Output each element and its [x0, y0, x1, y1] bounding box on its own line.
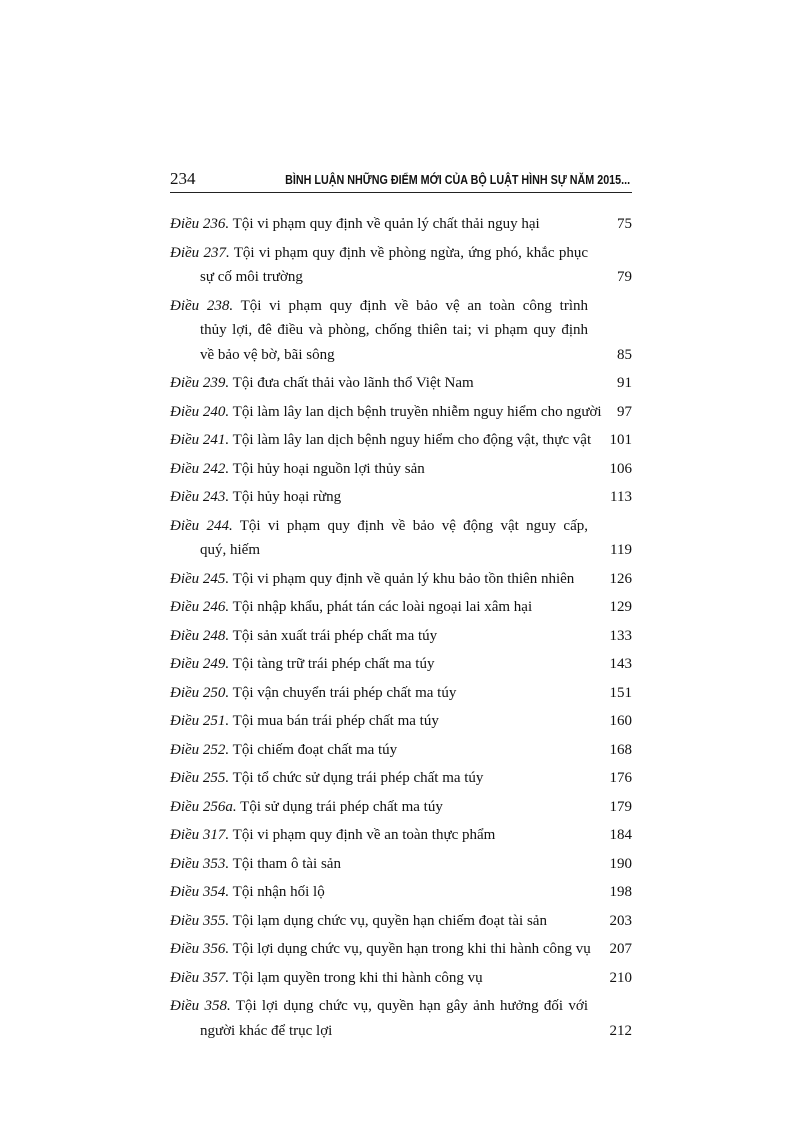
toc-page-number: 133: [609, 627, 632, 644]
toc-article-label: Điều 245.: [170, 570, 230, 587]
toc-entry-text: [170, 485, 588, 510]
toc-entry: [170, 514, 632, 563]
toc-entry: [170, 994, 632, 1043]
toc-entry: [170, 795, 632, 820]
toc-entry: [170, 766, 632, 791]
toc-entry: [170, 909, 632, 934]
toc-article-label: Điều 256a.: [170, 798, 237, 815]
toc-article-title: Tội mua bán trái phép chất ma túy: [229, 713, 439, 729]
toc-entry-text: [170, 852, 588, 877]
toc-article-label: Điều 243.: [170, 489, 230, 505]
toc-article-label: Điều 317.: [170, 827, 230, 843]
toc-entry-text: [170, 909, 588, 934]
toc-page-number: 176: [609, 770, 632, 786]
toc-entry-text: [170, 766, 588, 791]
page-number: 234: [170, 169, 196, 188]
toc-entry: [170, 294, 632, 368]
toc-entry: [170, 485, 632, 510]
toc-article-title: Tội hủy hoại nguồn lợi thủy sản: [229, 460, 425, 477]
toc-article-title: Tội lạm dụng chức vụ, quyền hạn chiếm đoạt tài sản: [229, 912, 547, 929]
toc-page-number: 190: [609, 855, 632, 872]
toc-entry-text: [170, 241, 588, 290]
toc-page-number: 160: [609, 713, 632, 729]
toc-page-number: 203: [609, 912, 632, 929]
toc-article-label: Điều 252.: [170, 741, 230, 758]
toc-article-label: Điều 353.: [170, 855, 230, 872]
toc-entry: [170, 457, 632, 482]
toc-entry-text: [170, 212, 588, 237]
toc-article-label: Điều 246.: [170, 599, 230, 615]
toc-article-title: Tội vi phạm quy định về quản lý chất thải nguy hại: [229, 216, 540, 232]
toc-article-label: Điều 242.: [170, 460, 230, 477]
toc-article-title: Tội chiếm đoạt chất ma túy: [229, 741, 398, 758]
toc-article-title-continued: quý, hiếm: [200, 542, 260, 558]
toc-entry-text: [170, 966, 588, 991]
toc-entry-text: [170, 514, 588, 563]
toc-article-title: Tội lợi dụng chức vụ, quyền hạn trong khi thi hành công vụ: [229, 941, 591, 957]
toc-article-title: Tội sản xuất trái phép chất ma túy: [229, 627, 438, 644]
toc-entry: [170, 624, 632, 649]
toc-article-title: Tội vi phạm quy định về an toàn thực phẩm: [229, 827, 496, 843]
toc-article-label: Điều 358.: [170, 998, 231, 1014]
toc-page-number: 106: [609, 460, 632, 477]
toc-entry-text: [170, 994, 588, 1043]
toc-entry: [170, 823, 632, 848]
toc-entry-text: [170, 709, 588, 734]
toc-article-title-continued: thủy lợi, đê điều và phòng, chống thiên tai; vi phạm quy định: [200, 322, 588, 338]
toc-page-number: 212: [609, 1022, 632, 1039]
toc-article-label: Điều 250.: [170, 684, 230, 701]
toc-page-number: 101: [609, 432, 632, 448]
toc-article-title: Tội làm lây lan dịch bệnh nguy hiểm cho động vật, thực vật: [229, 432, 592, 448]
toc-page-number: 210: [609, 969, 632, 986]
toc-article-label: Điều 249.: [170, 656, 230, 672]
toc-entry-text: [170, 681, 588, 706]
toc-page-number: 79: [617, 269, 632, 285]
toc-page-number: 129: [609, 599, 632, 615]
toc-entry-text: [170, 795, 588, 820]
toc-page-number: 179: [609, 798, 632, 815]
toc-article-title: Tội sử dụng trái phép chất ma túy: [236, 798, 443, 815]
toc-article-title: Tội làm lây lan dịch bệnh truyền nhiễm nguy hiểm cho người: [229, 403, 602, 420]
toc-entry-text: [170, 428, 591, 453]
toc-article-label: Điều 240.: [170, 403, 230, 420]
toc-article-label: Điều 241.: [170, 432, 230, 448]
toc-article-title: Tội nhận hối lộ: [229, 884, 325, 900]
toc-article-label: Điều 244.: [170, 517, 233, 534]
toc-page-number: 97: [617, 403, 632, 420]
toc-entry-text: [170, 294, 588, 368]
page-header: [170, 168, 632, 193]
toc-page-number: 85: [617, 346, 632, 363]
toc-page-number: 75: [617, 216, 632, 232]
toc-article-title: Tội vi phạm quy định về quản lý khu bảo tồn thiên nhiên: [229, 570, 575, 587]
running-title: BÌNH LUẬN NHỮNG ĐIỂM MỚI CỦA BỘ LUẬT HÌNH SỰ NĂM 2015...: [285, 173, 630, 187]
toc-page-number: 126: [609, 570, 632, 587]
toc-article-label: Điều 236.: [170, 216, 230, 232]
table-of-contents: [170, 212, 632, 1047]
toc-entry: [170, 371, 632, 396]
toc-entry-text: [170, 937, 591, 962]
toc-article-title: Tội nhập khẩu, phát tán các loài ngoại lai xâm hại: [229, 599, 533, 615]
toc-article-title: Tội vận chuyển trái phép chất ma túy: [229, 684, 457, 701]
toc-article-title: Tội tàng trữ trái phép chất ma túy: [229, 656, 435, 672]
toc-entry: [170, 966, 632, 991]
toc-entry: [170, 400, 632, 425]
toc-article-title-continued: sự cố môi trường: [200, 269, 303, 285]
toc-page-number: 113: [610, 489, 632, 505]
toc-article-title: Tội hủy hoại rừng: [229, 489, 342, 505]
toc-page-number: 151: [609, 684, 632, 701]
toc-article-label: Điều 239.: [170, 375, 230, 391]
toc-entry-text: [170, 400, 602, 425]
toc-entry-text: [170, 624, 588, 649]
toc-entry: [170, 428, 632, 453]
toc-article-title: Tội vi phạm quy định về bảo vệ động vật nguy cấp,: [232, 517, 588, 534]
toc-entry: [170, 681, 632, 706]
toc-entry-text: [170, 880, 588, 905]
toc-article-label: Điều 355.: [170, 912, 230, 929]
toc-page-number: 207: [609, 941, 632, 957]
toc-article-title-continued: về bảo vệ bờ, bãi sông: [200, 346, 335, 363]
toc-article-label: Điều 354.: [170, 884, 230, 900]
toc-entry-text: [170, 371, 588, 396]
toc-entry: [170, 709, 632, 734]
toc-entry-text: [170, 738, 588, 763]
toc-entry: [170, 852, 632, 877]
toc-article-title-continued: người khác để trục lợi: [200, 1022, 333, 1039]
toc-page-number: 143: [609, 656, 632, 672]
toc-entry: [170, 880, 632, 905]
toc-entry: [170, 937, 632, 962]
toc-entry-text: [170, 652, 588, 677]
toc-article-title: Tội tham ô tài sản: [229, 855, 341, 872]
toc-article-title: Tội đưa chất thải vào lãnh thổ Việt Nam: [229, 375, 474, 391]
toc-entry-text: [170, 595, 588, 620]
toc-article-title: Tội lợi dụng chức vụ, quyền hạn gây ảnh hưởng đối với: [230, 998, 588, 1014]
toc-article-title: Tội tổ chức sử dụng trái phép chất ma túy: [229, 770, 484, 786]
toc-page-number: 184: [609, 827, 632, 843]
toc-entry: [170, 241, 632, 290]
toc-entry: [170, 738, 632, 763]
toc-article-label: Điều 251.: [170, 713, 230, 729]
toc-entry: [170, 595, 632, 620]
toc-article-label: Điều 238.: [170, 297, 234, 314]
toc-page-number: 198: [609, 884, 632, 900]
toc-article-label: Điều 356.: [170, 941, 230, 957]
toc-article-title: Tội vi phạm quy định về bảo vệ an toàn công trình: [233, 297, 588, 314]
toc-entry-text: [170, 567, 588, 592]
toc-page-number: 91: [617, 375, 632, 391]
toc-article-title: Tội lạm quyền trong khi thi hành công vụ: [229, 969, 483, 986]
toc-page-number: 168: [609, 741, 632, 758]
toc-article-label: Điều 357.: [170, 969, 230, 986]
toc-entry: [170, 212, 632, 237]
toc-article-label: Điều 237.: [170, 244, 230, 261]
toc-entry-text: [170, 823, 588, 848]
toc-page-number: 119: [610, 542, 632, 558]
toc-article-title: Tội vi phạm quy định về phòng ngừa, ứng phó, khắc phục: [229, 244, 588, 261]
toc-article-label: Điều 255.: [170, 770, 230, 786]
toc-entry-text: [170, 457, 588, 482]
toc-entry: [170, 652, 632, 677]
toc-article-label: Điều 248.: [170, 627, 230, 644]
toc-entry: [170, 567, 632, 592]
